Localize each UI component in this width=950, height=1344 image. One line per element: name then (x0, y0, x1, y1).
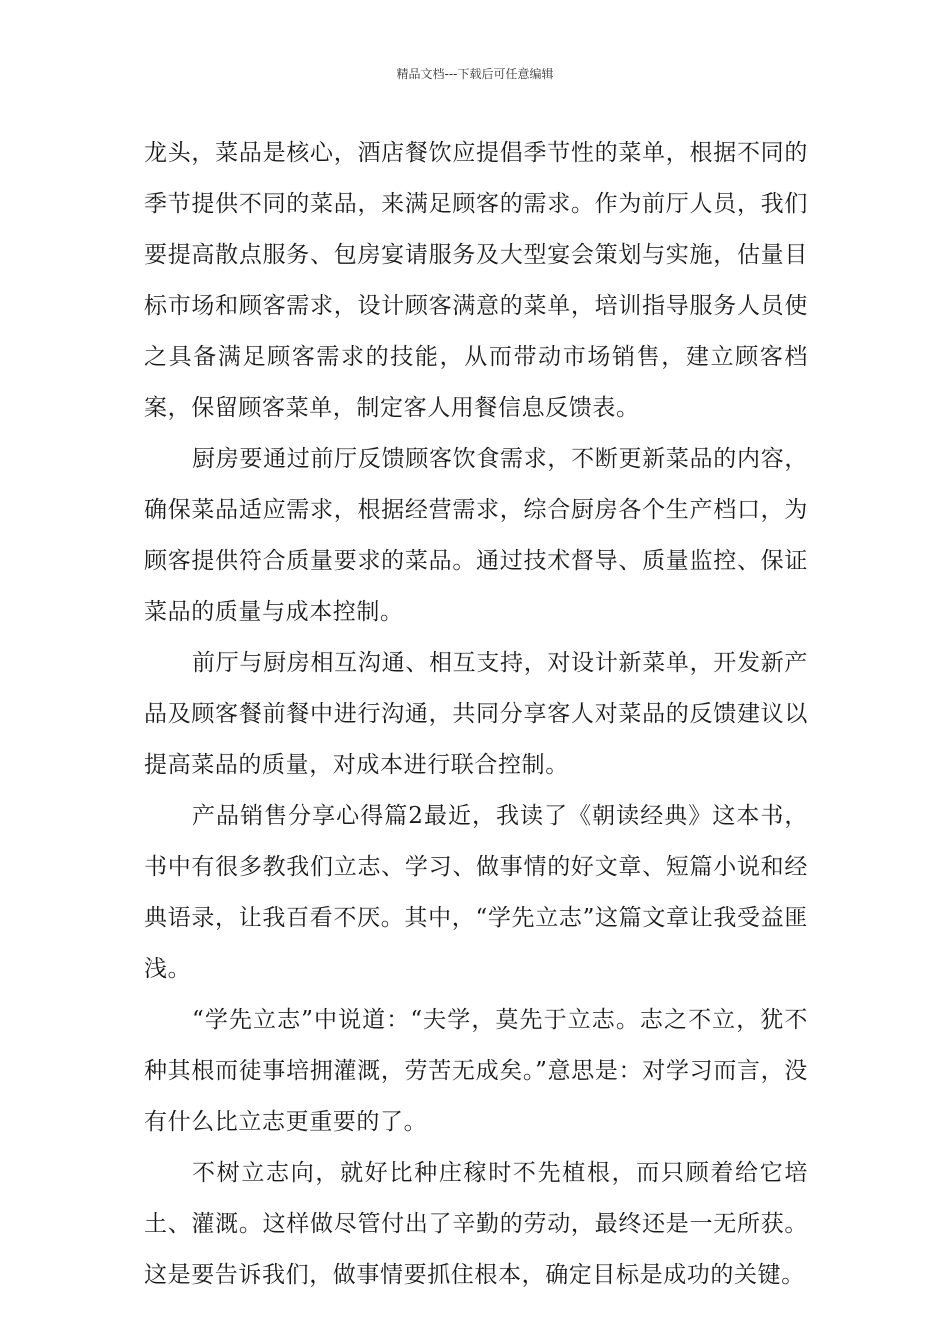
paragraph: 前厅与厨房相互沟通、相互支持，对设计新菜单，开发新产品及顾客餐前餐中进行沟通，共同分享客人对菜品的反馈建议以提高菜品的质量，对成本进行联合控制。 (144, 650, 808, 778)
document-body (144, 128, 808, 1301)
page-header: 精品文档---下载后可任意编辑 (396, 67, 554, 81)
paragraph-continuation: 龙头，菜品是核心，酒店餐饮应提倡季节性的菜单，根据不同的季节提供不同的菜品，来满足顾客的需求。作为前厅人员，我们要提高散点服务、包房宴请服务及大型宴会策划与实施，估量目标市场和顾客需求，设计顾客满意的菜单，培训指导服务人员使之具备满足顾客需求的技能，从而带动市场销售，建立顾客档案，保留顾客菜单，制定客人用餐信息反馈表。 (144, 140, 808, 421)
paragraph: 不树立志向，就好比种庄稼时不先植根，而只顾着给它培土、灌溉。这样做尽管付出了辛勤的劳动，最终还是一无所获。这是要告诉我们，做事情要抓住根本，确定目标是成功的关键。 (144, 1160, 808, 1288)
paragraph: “学先立志”中说道：“夫学，莫先于立志。志之不立，犹不种其根而徒事培拥灌溉，劳苦无成矣。”意思是：对学习而言，没有什么比立志更重要的了。 (144, 1007, 808, 1135)
paragraph: 产品销售分享心得篇2最近，我读了《朝读经典》这本书，书中有很多教我们立志、学习、做事情的好文章、短篇小说和经典语录，让我百看不厌。其中，“学先立志”这篇文章让我受益匪浅。 (144, 803, 808, 982)
paragraph: 厨房要通过前厅反馈顾客饮食需求，不断更新菜品的内容，确保菜品适应需求，根据经营需求，综合厨房各个生产档口，为顾客提供符合质量要求的菜品。通过技术督导、质量监控、保证菜品的质量与成本控制。 (144, 446, 808, 625)
